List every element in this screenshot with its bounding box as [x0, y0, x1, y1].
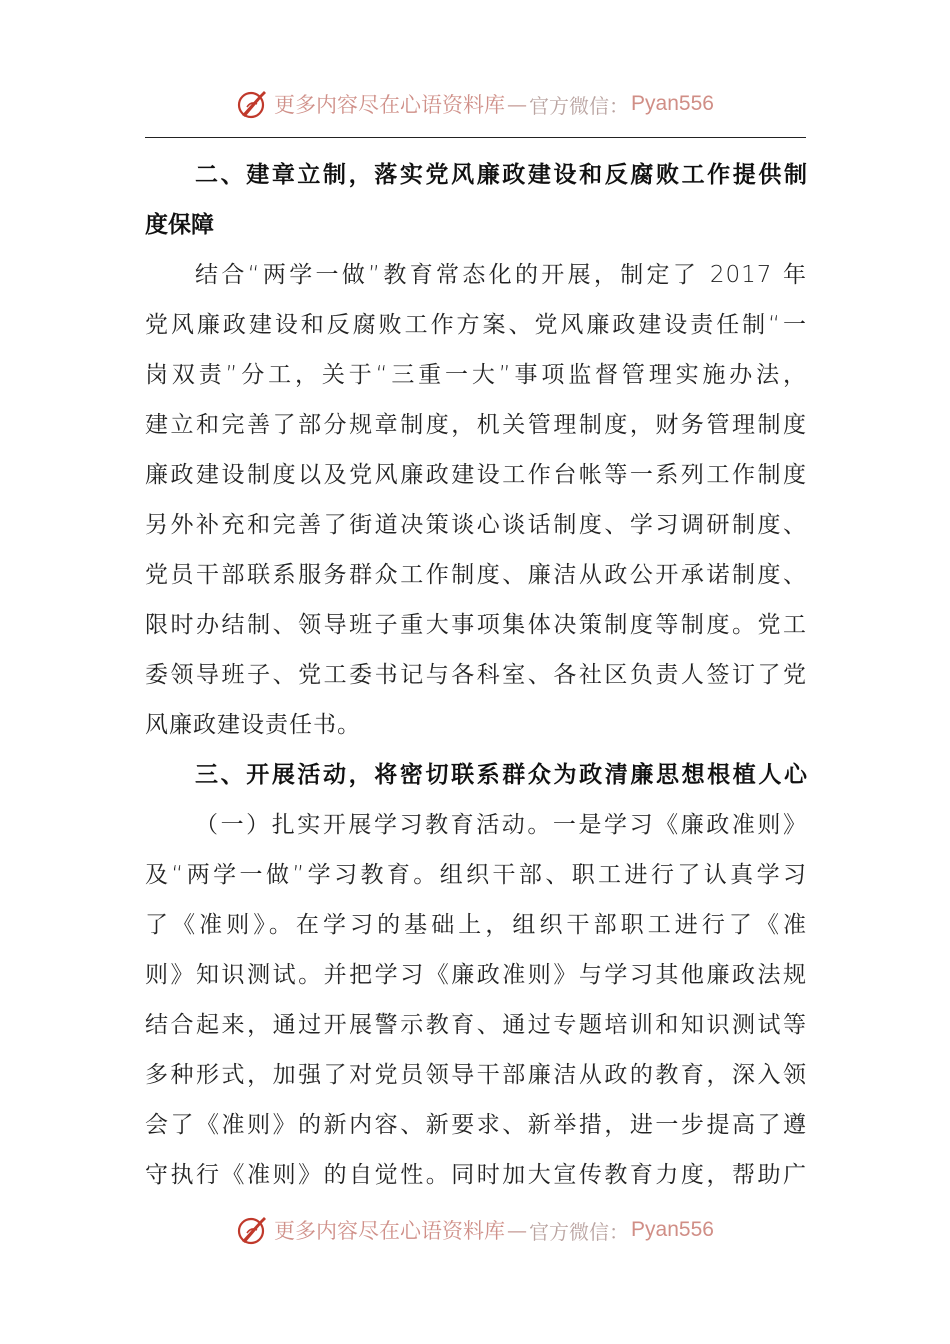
footer-wechat-label: 官方微信： [529, 1219, 630, 1244]
paragraph-line: 则》知识测试。并把学习《廉政准则》与学习其他廉政法规 [145, 962, 807, 988]
banner-wechat-id: Pyan556 [631, 92, 714, 115]
header-divider [145, 137, 806, 138]
paragraph-line: 建立和完善了部分规章制度，机关管理制度，财务管理制度 [145, 412, 807, 438]
paragraph-line: 守执行《准则》的自觉性。同时加大宣传教育力度，帮助广 [145, 1162, 807, 1188]
pen-logo-icon [236, 1213, 270, 1247]
footer-site-text: 更多内容尽在心语资料库 [274, 1219, 506, 1243]
paragraph-line: 及“两学一做”学习教育。组织干部、职工进行了认真学习 [145, 862, 807, 888]
paragraph-line: 岗双责”分工，关于“三重一大”事项监督管理实施办法， [145, 362, 807, 388]
paragraph-line: 限时办结制、领导班子重大事项集体决策制度等制度。党工 [145, 612, 807, 638]
footer-banner [0, 1210, 950, 1250]
paragraph-line: 多种形式，加强了对党员领导干部廉洁从政的教育，深入领 [145, 1062, 807, 1088]
document-body [145, 150, 807, 1200]
paragraph-line: 结合“两学一做”教育常态化的开展，制定了 2017 年 [195, 262, 807, 288]
paragraph-line: 另外补充和完善了街道决策谈心谈话制度、学习调研制度、 [145, 512, 807, 538]
paragraph-line: 廉政建设制度以及党风廉政建设工作台帐等一系列工作制度 [145, 462, 807, 488]
paragraph-line: 党员干部联系服务群众工作制度、廉洁从政公开承诺制度、 [145, 562, 807, 588]
banner-dash: — [507, 92, 528, 116]
banner-wechat-label: 官方微信： [529, 93, 630, 118]
banner-site-text: 更多内容尽在心语资料库 [274, 93, 506, 117]
paragraph-line: 了《准则》。在学习的基础上，组织干部职工进行了《准 [145, 912, 807, 938]
footer-wechat-id: Pyan556 [631, 1218, 714, 1241]
paragraph-line: 委领导班子、党工委书记与各科室、各社区负责人签订了党 [145, 662, 807, 688]
section-heading-line: 度保障 [145, 212, 214, 238]
paragraph-line: （一）扎实开展学习教育活动。一是学习《廉政准则》 [195, 812, 807, 838]
paragraph-line: 结合起来，通过开展警示教育、通过专题培训和知识测试等 [145, 1012, 807, 1038]
paragraph-line: 会了《准则》的新内容、新要求、新举措，进一步提高了遵 [145, 1112, 807, 1138]
section-heading-line: 二、建章立制，落实党风廉政建设和反腐败工作提供制 [195, 162, 807, 188]
section-heading-line: 三、开展活动，将密切联系群众为政清廉思想根植人心 [195, 762, 807, 788]
footer-dash: — [507, 1218, 528, 1242]
paragraph-line: 党风廉政建设和反腐败工作方案、党风廉政建设责任制“一 [145, 312, 807, 338]
pen-logo-icon [236, 87, 270, 121]
header-banner [0, 84, 950, 124]
paragraph-line: 风廉政建设责任书。 [145, 712, 361, 738]
